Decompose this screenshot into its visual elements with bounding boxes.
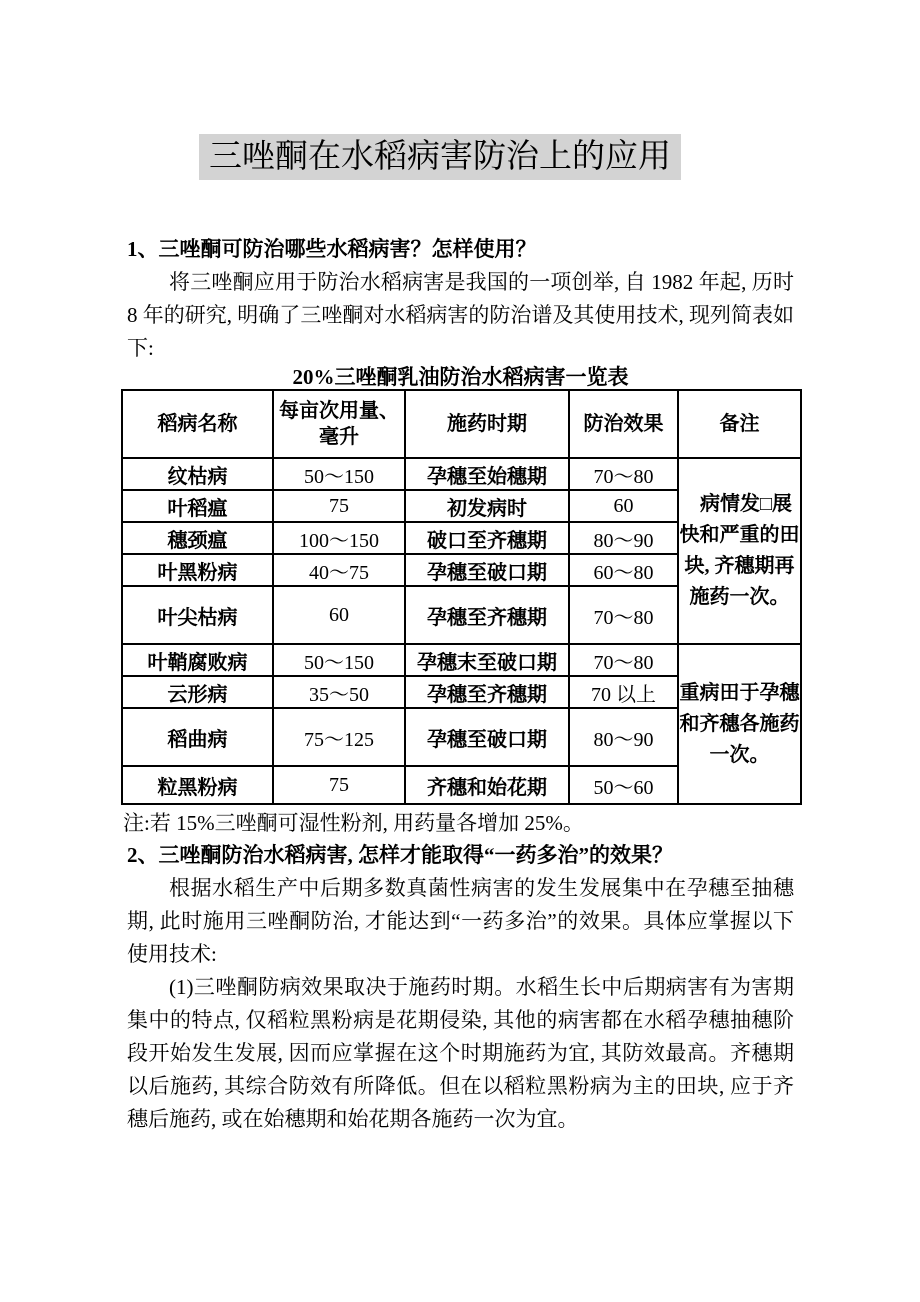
remark-group2: 重病田于孕穗和齐穗各施药一次。 <box>678 644 801 804</box>
title-block <box>0 0 880 180</box>
cell-period: 初发病时 <box>405 490 569 522</box>
cell-effect: 60 <box>569 490 678 522</box>
cell-period: 破口至齐穗期 <box>405 522 569 554</box>
cell-dosage: 35～50 <box>273 676 405 708</box>
cell-dosage: 100～150 <box>273 522 405 554</box>
table-caption: 20%三唑酮乳油防治水稻病害一览表 <box>292 365 629 389</box>
cell-effect: 70 以上 <box>569 676 678 708</box>
col-header-remark: 备注 <box>678 390 801 458</box>
table-footnote: 注:若 15%三唑酮可湿性粉剂, 用药量各增加 25%。 <box>123 811 584 835</box>
cell-period: 孕穗至齐穗期 <box>405 676 569 708</box>
cell-effect: 80～90 <box>569 708 678 766</box>
cell-dosage: 50～150 <box>273 458 405 490</box>
col-header-disease: 稻病名称 <box>122 390 273 458</box>
table-row-yeqiaofubaibing <box>122 644 801 676</box>
section2-paragraph2: (1)三唑酮防病效果取决于施药时期。水稻生长中后期病害有为害期集中的特点, 仅稻粒黑粉病是花期侵染, 其他的病害都在水稻孕穗抽穗阶段开始发生发展, 因而应掌握在这个时期施药为宜, 其防效最高。齐穗期以后施药, 其综合防效有所降低。但在以稻粒黑粉病为主的田块, 应于齐穗后施药, 或在始穗期和始花期各施药一次为宜。 <box>127 975 794 1131</box>
cell-dosage: 60 <box>273 586 405 644</box>
cell-disease: 穗颈瘟 <box>122 522 273 554</box>
cell-period: 孕穗末至破口期 <box>405 644 569 676</box>
cell-dosage: 75～125 <box>273 708 405 766</box>
document-title: 三唑酮在水稻病害防治上的应用 <box>199 134 681 180</box>
table-row-wenkubing <box>122 458 801 490</box>
cell-disease: 稻曲病 <box>122 708 273 766</box>
cell-disease: 叶鞘腐败病 <box>122 644 273 676</box>
cell-dosage: 75 <box>273 490 405 522</box>
col-header-period: 施药时期 <box>405 390 569 458</box>
section2-paragraph1: 根据水稻生产中后期多数真菌性病害的发生发展集中在孕穗至抽穗期, 此时施用三唑酮防治, 才能达到“一药多治”的效果。具体应掌握以下使用技术: <box>127 876 794 966</box>
cell-effect: 70～80 <box>569 458 678 490</box>
cell-effect: 60～80 <box>569 554 678 586</box>
cell-effect: 50～60 <box>569 766 678 804</box>
col-header-effect: 防治效果 <box>569 390 678 458</box>
cell-period: 孕穗至破口期 <box>405 554 569 586</box>
cell-effect: 70～80 <box>569 586 678 644</box>
remark-group1: 病情发□展快和严重的田块, 齐穗期再施药一次。 <box>678 458 801 644</box>
section2-heading: 2、三唑酮防治水稻病害, 怎样才能取得“一药多治”的效果？ <box>127 843 673 867</box>
cell-disease: 粒黑粉病 <box>122 766 273 804</box>
cell-period: 孕穗至始穗期 <box>405 458 569 490</box>
section1-intro-paragraph: 将三唑酮应用于防治水稻病害是我国的一项创举, 自 1982 年起, 历时 8 年的研究, 明确了三唑酮对水稻病害的防治谱及其使用技术, 现列简表如下: <box>127 270 794 360</box>
cell-period: 孕穗至齐穗期 <box>405 586 569 644</box>
cell-dosage: 75 <box>273 766 405 804</box>
cell-disease: 云形病 <box>122 676 273 708</box>
cell-disease: 叶黑粉病 <box>122 554 273 586</box>
cell-disease: 纹枯病 <box>122 458 273 490</box>
cell-effect: 70～80 <box>569 644 678 676</box>
cell-dosage: 40～75 <box>273 554 405 586</box>
cell-effect: 80～90 <box>569 522 678 554</box>
section1-heading: 1、三唑酮可防治哪些水稻病害？怎样使用？ <box>127 237 537 261</box>
cell-disease: 叶尖枯病 <box>122 586 273 644</box>
cell-period: 齐穗和始花期 <box>405 766 569 804</box>
col-header-dosage: 每亩次用量、毫升 <box>273 390 405 458</box>
cell-disease: 叶稻瘟 <box>122 490 273 522</box>
disease-control-table <box>121 389 802 805</box>
cell-dosage: 50～150 <box>273 644 405 676</box>
table-header-row <box>122 390 801 458</box>
document-body <box>121 233 800 1136</box>
cell-period: 孕穗至破口期 <box>405 708 569 766</box>
